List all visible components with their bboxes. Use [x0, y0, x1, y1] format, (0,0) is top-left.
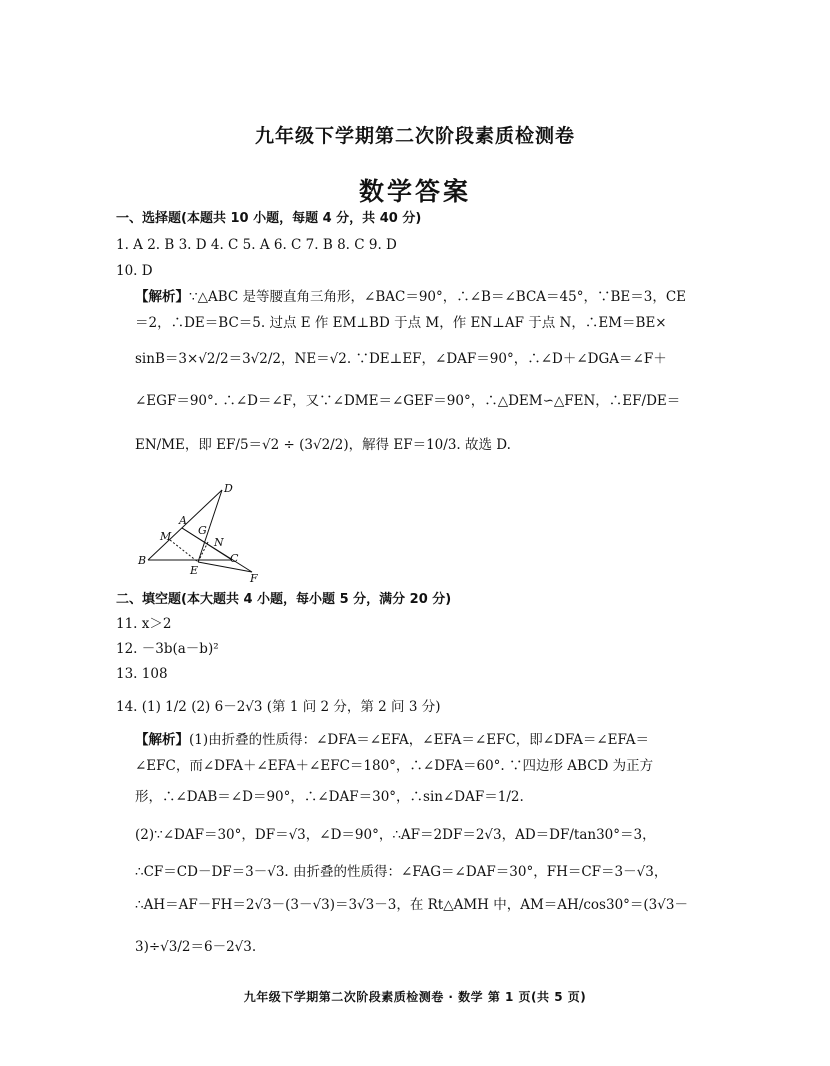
triangle-diagram — [136, 478, 266, 588]
label-e: E — [190, 564, 199, 577]
q10-answer: 10. D — [116, 263, 153, 279]
q11-answer: 11. x＞2 — [116, 616, 172, 632]
analysis-label: 【解析】 — [135, 289, 189, 305]
q10-analysis-line-1: 【解析】∵△ABC 是等腰直角三角形，∠BAC＝90°，∴∠B＝∠BCA＝45°，∵BE＝3，CE — [135, 289, 687, 305]
label-d: D — [224, 482, 233, 495]
q14-analysis-line-3: 形，∴∠DAB＝∠D＝90°，∴∠DAF＝30°，∴sin∠DAF＝1/2. — [135, 789, 524, 805]
label-m: M — [160, 530, 172, 543]
q14-analysis-line-7: 3)÷√3/2＝6－2√3. — [135, 939, 257, 955]
q10-analysis-line-2: ＝2，∴DE＝BC＝5. 过点 E 作 EM⊥BD 于点 M，作 EN⊥AF 于点 N，∴EM＝BE× — [135, 315, 667, 331]
mc-answers: 1. A 2. B 3. D 4. C 5. A 6. C 7. B 8. C 9. D — [116, 237, 397, 253]
q10-analysis-line-4: ∠EGF＝90°. ∴∠D＝∠F，又∵∠DME＝∠GEF＝90°，∴△DEM∽△FEN，∴EF/DE＝ — [135, 393, 681, 409]
exam-title: 九年级下学期第二次阶段素质检测卷 — [254, 125, 575, 147]
label-a: A — [179, 514, 187, 527]
q12-answer: 12. －3b(a－b)² — [116, 641, 219, 657]
geometry-figure — [136, 478, 266, 588]
q10-analysis-line-3: sinB＝3×√2/2＝3√2/2，NE＝√2. ∵DE⊥EF，∠DAF＝90°，∴∠D＋∠DGA＝∠F＋ — [135, 351, 667, 367]
q14-analysis-line-5: ∴CF＝CD－DF＝3－√3. 由折叠的性质得：∠FAG＝∠DAF＝30°，FH＝CF＝3－√3， — [135, 864, 668, 880]
label-f: F — [250, 572, 258, 585]
page-footer: 九年级下学期第二次阶段素质检测卷 · 数学 第 1 页(共 5 页) — [243, 990, 587, 1004]
analysis-label: 【解析】 — [135, 732, 189, 748]
line-em — [170, 540, 198, 562]
q14-analysis-line-4: (2)∵∠DAF＝30°，DF＝√3，∠D＝90°，∴AF＝2DF＝2√3，AD＝DF/tan30°＝3， — [135, 827, 656, 843]
label-g: G — [198, 524, 207, 537]
section1-heading: 一、选择题(本题共 10 小题，每题 4 分，共 40 分) — [116, 211, 422, 226]
label-c: C — [230, 552, 239, 565]
section2-heading: 二、填空题(本大题共 4 小题，每小题 5 分，满分 20 分) — [116, 592, 452, 607]
answer-key-title: 数学答案 — [358, 177, 471, 206]
q14-analysis-line-6: ∴AH＝AF－FH＝2√3－(3－√3)＝3√3－3，在 Rt△AMH 中，AM＝AH/cos30°＝(3√3－ — [135, 897, 688, 913]
q14-analysis-line-2: ∠EFC，而∠DFA＋∠EFA＋∠EFC＝180°，∴∠DFA＝60°. ∵四边形 ABCD 为正方 — [135, 758, 654, 774]
q13-answer: 13. 108 — [116, 666, 168, 682]
q10-analysis-line-5: EN/ME，即 EF/5＝√2 ÷ (3√2/2)，解得 EF＝10/3. 故选 D. — [135, 437, 511, 453]
label-b: B — [138, 554, 147, 567]
q14-answer: 14. (1) 1/2 (2) 6－2√3 (第 1 问 2 分，第 2 问 3 分) — [116, 699, 441, 715]
q14-analysis-line-1: 【解析】(1)由折叠的性质得：∠DFA＝∠EFA，∠EFA＝∠EFC，即∠DFA＝∠EFA＝ — [135, 732, 649, 748]
label-n: N — [214, 536, 224, 549]
